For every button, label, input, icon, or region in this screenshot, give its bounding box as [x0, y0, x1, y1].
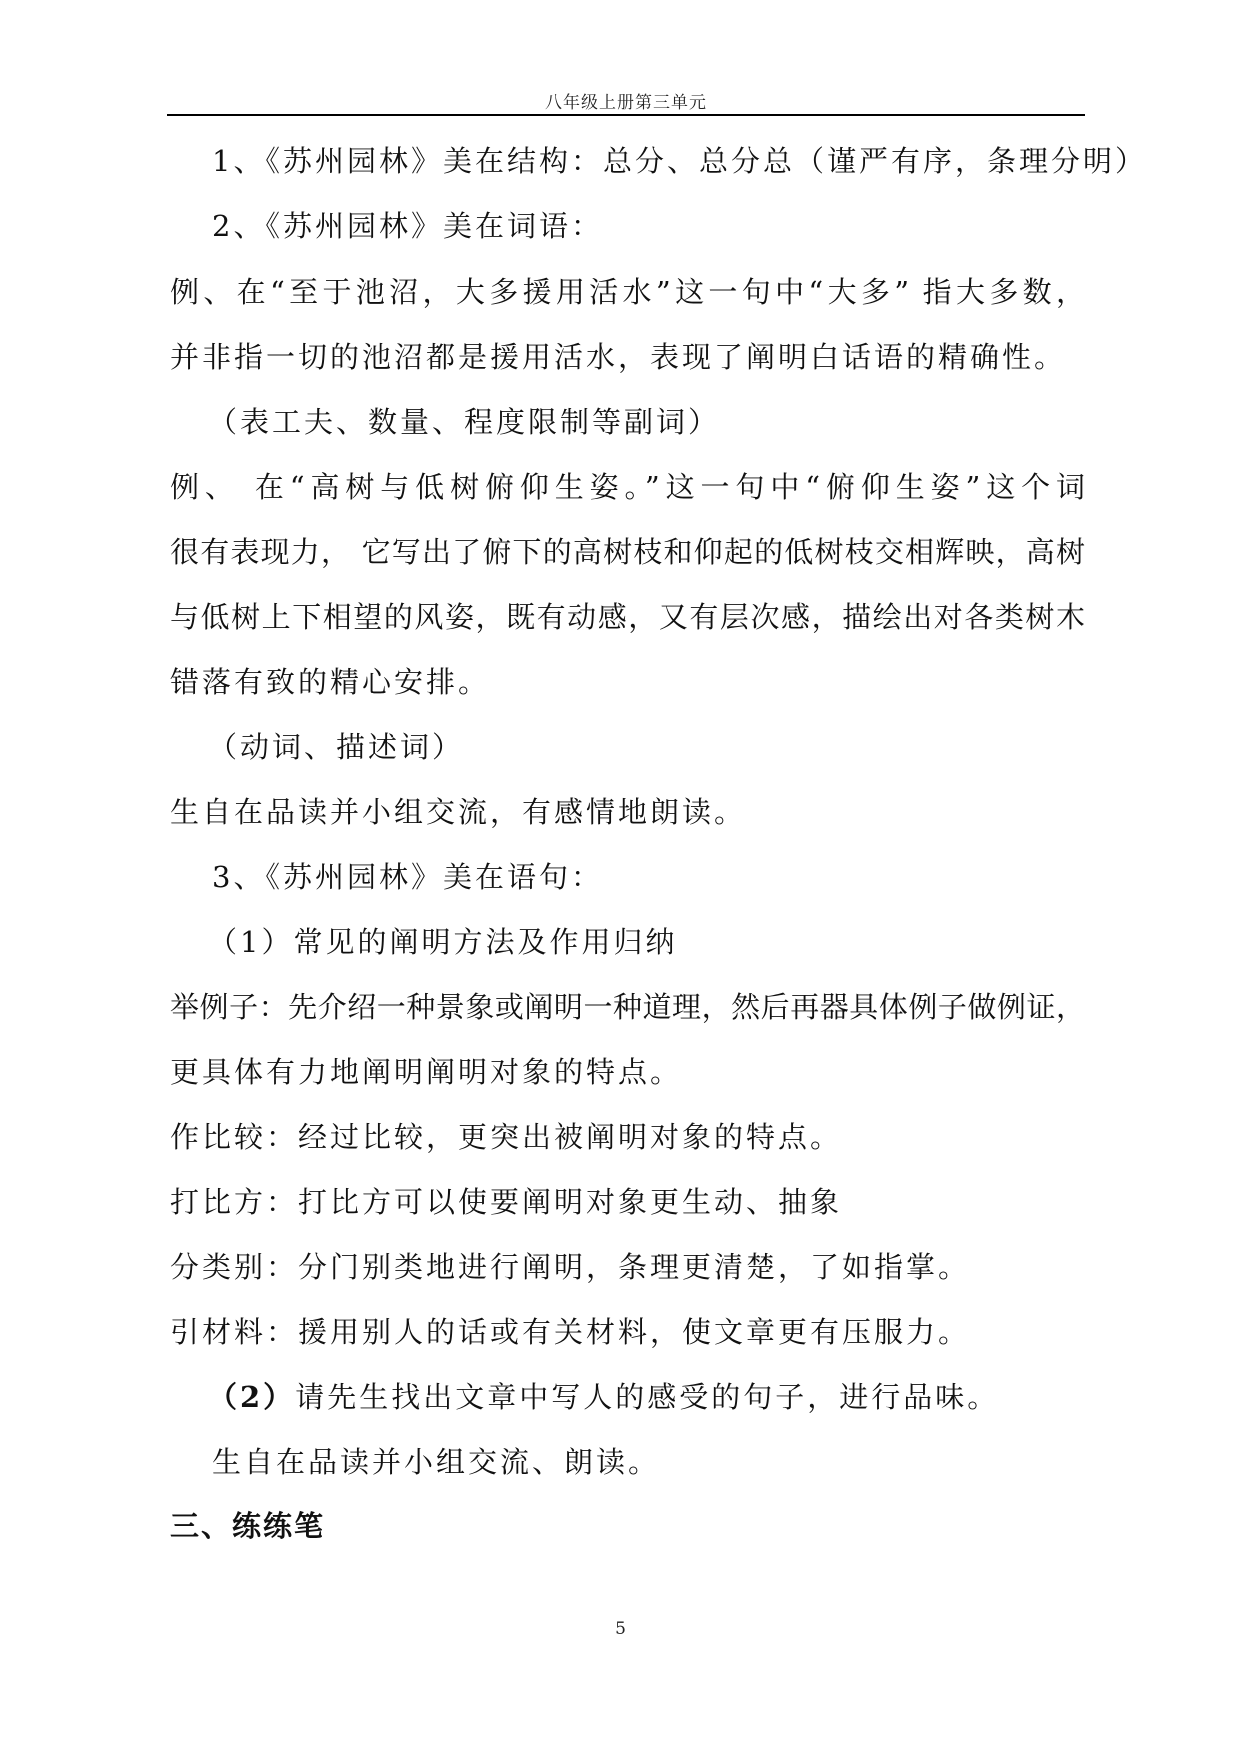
page-number: 5 — [615, 1619, 626, 1639]
example-2-line-4: 错落有致的精心安排。 — [170, 665, 491, 699]
method-example-line-2: 更具体有力地阐明阐明对象的特点。 — [170, 1055, 683, 1089]
example-2-line-2: 很有表现力， 它写出了俯下的高树枝和仰起的低树枝交相辉映，高树 — [170, 535, 1085, 569]
sentence-point: 3、《苏州园林》美在语句： — [212, 860, 603, 894]
structure-point: 1、《苏州园林》美在结构：总分、总分总（谨严有序，条理分明） — [212, 144, 1147, 178]
method-analogy: 打比方：打比方可以使要阐明对象更生动、抽象 — [170, 1185, 843, 1219]
task-2-text: 请先生找出文章中写人的感受的句子，进行品味。 — [295, 1380, 1000, 1414]
methods-subheading: （1）常见的阐明方法及作用归纳 — [208, 925, 678, 959]
example-2-line-3: 与低树上下相望的风姿，既有动感，又有层次感，描绘出对各类树木 — [170, 600, 1085, 634]
task-2-number: （2） — [208, 1380, 296, 1414]
student-activity-1: 生自在品读并小组交流，有感情地朗读。 — [170, 795, 747, 829]
example-1-line-1: 例、在“至于池沼，大多援用活水”这一句中“大多” 指大多数， — [170, 275, 1085, 309]
section-heading: 三、练练笔 — [170, 1509, 326, 1543]
verb-note: （动词、描述词） — [208, 730, 465, 764]
example-1-line-2: 并非指一切的池沼都是援用活水，表现了阐明白话语的精确性。 — [170, 340, 1067, 374]
page-header — [167, 84, 1085, 116]
task-2-line — [208, 1379, 999, 1415]
method-citation: 引材料：援用别人的话或有关材料，使文章更有压服力。 — [170, 1315, 971, 1349]
method-classification: 分类别：分门别类地进行阐明，条理更清楚，了如指掌。 — [170, 1250, 971, 1284]
adverb-note: （表工夫、数量、程度限制等副词） — [208, 405, 721, 439]
method-example-line-1: 举例子：先介绍一种景象或阐明一种道理，然后再器具体例子做例证， — [170, 990, 1085, 1024]
student-activity-2: 生自在品读并小组交流、朗读。 — [212, 1445, 661, 1479]
example-2-line-1: 例、 在“高树与低树俯仰生姿。”这一句中“俯仰生姿”这个词 — [170, 470, 1085, 504]
method-comparison: 作比较：经过比较，更突出被阐明对象的特点。 — [170, 1120, 843, 1154]
header-title: 八年级上册第三单元 — [545, 93, 707, 113]
wording-point: 2、《苏州园林》美在词语： — [212, 209, 603, 243]
